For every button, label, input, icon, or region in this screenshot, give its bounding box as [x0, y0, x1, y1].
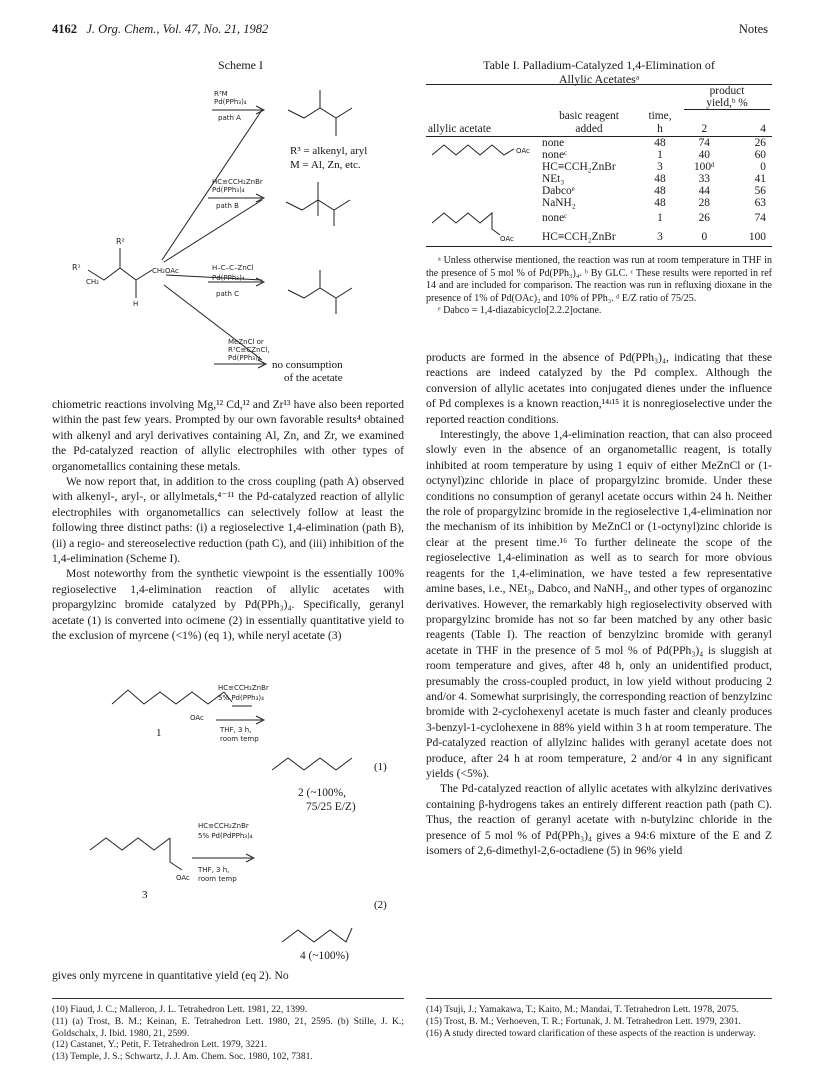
reference: (12) Castanet, Y.; Petit, F. Tetrahedron Lett. 1979, 3221. [52, 1039, 268, 1051]
reagent-cell: HC≡CCH₂ZnBr [542, 161, 616, 173]
right-paragraph-3: The Pd-catalyzed reaction of allylic acetates with alkylzinc derivatives containing β-hydrogens takes an entirely different reaction path (path C). Thus, the reaction of geranyl acetate with n-butylzinc chloride in the presence of 5 mol % of Pd(PPh₃)₄ gives a 94:6 mixture of the E and Z isomers of 2,6-dimethyl-2,6-octadiene (5) in 96% yield [426, 782, 772, 857]
eq1-product-ratio: 75/25 E/Z) [306, 801, 356, 813]
table-row [426, 137, 772, 150]
pathC-reagent2: Pd(PPh₃)₄ [212, 274, 245, 282]
reference: (13) Temple, J. S.; Schwartz, J. J. Am. Chem. Soc. 1980, 102, 7381. [52, 1051, 313, 1063]
journal-citation: J. Org. Chem., Vol. 47, No. 21, 1982 [86, 22, 269, 36]
time-cell: 48 [654, 197, 666, 209]
yield2-cell: 100ᵈ [693, 161, 715, 173]
yield2-cell: 40 [698, 149, 710, 161]
reagent-cell: NaNH₂ [542, 197, 576, 209]
eq2-reagent4: room temp [198, 875, 237, 883]
left-paragraph-4: gives only myrcene in quantitative yield (eq 2). No [52, 969, 289, 982]
header-reagent-1: basic reagent [559, 110, 619, 122]
page-number: 4162 [52, 22, 77, 36]
pathA-note2: M = Al, Zn, etc. [290, 159, 361, 171]
yield4-cell: 26 [754, 137, 766, 149]
yield4-cell: 74 [754, 212, 766, 225]
eq1-product-yield: 2 (~100%, [298, 787, 346, 799]
eq2-reagent3: THF, 3 h, [198, 866, 230, 874]
time-cell: 48 [654, 137, 666, 149]
header-col-4: 4 [760, 123, 766, 135]
start-r2: R² [116, 237, 125, 246]
reagent-cell: noneᶜ [542, 212, 568, 225]
reference: (16) A study directed toward clarification of these aspects of the reaction is underway. [426, 1027, 756, 1039]
left-column-text [52, 397, 404, 644]
start-h: H [133, 300, 139, 308]
equation-1 [52, 680, 404, 790]
eq1-reagent1: HC≡CCH₂ZnBr [218, 684, 269, 692]
left-column-continuation [52, 968, 404, 983]
right-paragraph-2: Interestingly, the above 1,4-elimination reaction, that can also proceed slowly even in the absence of an organometallic reagent, is totally inhibited at room temperature by using 1 equiv of either MeZnCl or (1-octynyl)zinc chloride in place of propargylzinc bromide. Under these conditions no consumption of geranyl acetate occurs within 24 h. Neither the role of propargylzinc bromide in the regioselective 1,4-elimination nor the mechanism of its inhibition by MeZnCl or (1-octynyl)zinc chloride is clear at the present time.¹⁶ To further delineate the scope of the regioselective 1,4-elimination as well as to search for more obvious reagents for the 1,4-elimination, we have tested a few representative amine bases, i.e., NEt₃, Dabco, and NaNH₂, and other types of organozinc derivatives. However, the remarkably high regioselectivity observed with propargylzinc bromide has not so far been matched by any other basic reagents (Table I). The reaction of benzylzinc bromide with geranyl acetate in THF in the presence of 5 mol % of Pd(PPh₃)₄ is sluggish at room temperature and gives, after 48 h, only an unidentified product, presumably the cross-coupled product, in low yield without producing 2 and/or 4. Somewhat surprisingly, the corresponding reaction of benzylzinc bromide with 2-cyclohexenyl acetate is much faster and cleanly produces 3-benzyl-1-cyclohexene in 88% yield within 3 h at room temperature. The Pd-catalyzed reaction of allylzinc halides with geranyl acetate does not produce, after 24 h at room temperature, 2 and/or 4 in any significant yields (<5%). [426, 428, 772, 780]
right-column-text [426, 350, 772, 858]
pathC-reagent1: H–C–C–ZnCl [212, 264, 254, 272]
header-time-1: time, [648, 110, 672, 122]
reagent-cell: none [542, 137, 565, 149]
pathC-label: path C [216, 290, 240, 298]
table-caption [426, 58, 772, 86]
pathD-reagent3: Pd(PPh₃)₄ [228, 354, 261, 362]
reference: (15) Trost, B. M.; Verhoeven, T. R.; Fortunak, J. M. Tetrahedron Lett. 1979, 2301. [426, 1015, 741, 1027]
yield2-cell: 74 [698, 137, 710, 149]
reference: (14) Tsuji, J.; Yamakawa, T.; Kaito, M.; Mandai, T. Tetrahedron Lett. 1978, 2075. [426, 1004, 739, 1015]
eq2-reagent2: 5% Pd(PdPPh₃)₄ [198, 832, 253, 840]
right-footnote-rule [426, 998, 772, 999]
reagent-cell: HC≡CCH₂ZnBr [542, 230, 616, 243]
scheme-title: Scheme I [218, 58, 263, 72]
table-1 [426, 84, 772, 318]
yield2-cell: 26 [698, 212, 710, 225]
time-cell: 3 [657, 161, 663, 173]
eq2-reagent1: HC≡CCH₂ZnBr [198, 822, 249, 830]
table-caption-line1: Table I. Palladium-Catalyzed 1,4-Elimination of [483, 58, 715, 72]
pathD-result1: no consumption [272, 359, 343, 371]
section-label: Notes [738, 22, 768, 36]
yield2-cell: 44 [698, 185, 710, 197]
pathA-reagent2: Pd(PPh₃)₄ [214, 98, 247, 106]
left-references [52, 1004, 404, 1063]
pathD-reagent2: R³C≡CZnCl, [228, 346, 270, 354]
left-paragraph-3: Most noteworthy from the synthetic viewpoint is the essentially 100% regioselective 1,4-elimination reaction of allylic acetates with propargylzinc bromide catalyzed by Pd(PPh₃)₄. Specifically, geranyl acetate (1) is converted into ocimene (2) in essentially quantitative yield to the exclusion of myrcene (<1%) (eq 1), while neryl acetate (3) [52, 567, 404, 643]
eq2-number: (2) [374, 899, 387, 911]
left-footnote-rule [52, 998, 404, 999]
eq1-product [298, 786, 356, 814]
reagent-cell: noneᶜ [542, 149, 568, 161]
time-cell: 1 [657, 212, 663, 225]
header-product: product [709, 85, 745, 97]
scheme-diagram [52, 70, 412, 400]
pathD-result2: of the acetate [284, 372, 343, 384]
header-allylic-acetate: allylic acetate [428, 123, 491, 135]
geranyl-acetate-structure [428, 139, 536, 169]
equation-2 [52, 818, 404, 948]
reference: (10) Fiaud, J. C.; Malleron, J. L. Tetrahedron Lett. 1981, 22, 1399. [52, 1004, 308, 1015]
yield2-cell: 33 [698, 173, 710, 185]
time-cell: 48 [654, 173, 666, 185]
yield4-cell: 41 [754, 173, 766, 185]
yield4-cell: 56 [754, 185, 766, 197]
pathB-reagent1: HC≡CCH₂ZnBr [212, 178, 263, 186]
pathA-reagent1: R³M [214, 90, 228, 98]
reference: (11) (a) Trost, B. M.; Keinan, E. Tetrahedron Lett. 1980, 21, 2595. (b) Stille, J. K.; Goldschalx, J. Ibid. 1980, 21, 2599. [52, 1015, 404, 1039]
left-paragraph-2: We now report that, in addition to the cross coupling (path A) observed with alkenyl-, aryl-, or allylmetals,⁴⁻¹¹ the Pd-catalyzed reaction of allylic electrophiles with organometallics can selectively follow at least the following three distinct paths: (i) a regioselective 1,4-elimination (path B), (ii) a regio- and stereoselective reduction (path C), and (iii) inhibition of the 1,4-elimination (Scheme I). [52, 475, 404, 566]
header-time-2: h [657, 123, 663, 135]
start-ch2: CH₂ [86, 278, 99, 286]
yield4-cell: 63 [754, 197, 766, 209]
eq2-compound-number: 3 [142, 889, 148, 901]
eq1-reagent2: 5% Pd(PPh₃)₄ [218, 694, 264, 702]
table-caption-line2: Allylic Acetatesᵃ [558, 72, 640, 86]
left-paragraph-1: chiometric reactions involving Mg,¹² Cd,¹² and Zr¹³ have also been reported within the past few years. Prompted by our own favorable results⁴ obtained with alkenyl and aryl derivatives containing Al, Zn, and Zr, we examined the Pd-catalyzed reaction of allylic electrophiles with other types of organometallics containing these metals. [52, 398, 404, 473]
right-paragraph-1: products are formed in the absence of Pd(PPh₃)₄, indicating that these reactions are indeed catalyzed by the Pd complex. Although the conversion of allylic acetates into conjugated dienes under the influence of Pd complexes is a known reaction,¹⁴ʴ¹⁵ it is nonregioselective under the reported reaction conditions. [426, 351, 772, 426]
table-oac-1: OAc [516, 147, 530, 155]
pathA-note1: R³ = alkenyl, aryl [290, 145, 368, 157]
yield4-cell: 60 [754, 149, 766, 161]
right-references [426, 1004, 772, 1039]
running-header [52, 22, 268, 37]
header-yield: yield,ᵇ % [684, 97, 770, 110]
start-oac: CH₂OAc [152, 267, 179, 275]
table-footnote-a: ᵃ Unless otherwise mentioned, the reaction was run at room temperature in THF in the presence of 5 mol % of Pd(PPh₃)₄. ᵇ By GLC. ᶜ These results were reported in ref 14 and are included for comparison. The reaction was run in refluxing dioxane in the presence of 1% of Pd(OAc)₂ and 10% of PPh₃. ᵈ E/Z ratio of 75/25. [426, 255, 772, 304]
yield4-cell: 100 [748, 230, 766, 243]
table-row [426, 209, 772, 227]
eq1-reagent3: THF, 3 h, [220, 726, 252, 734]
neryl-acetate-structure [428, 209, 536, 243]
pathA-label: path A [218, 114, 241, 122]
eq1-reagent4: room temp [220, 735, 259, 743]
table-footnote-e: ᵉ Dabco = 1,4-diazabicyclo[2.2.2]octane. [438, 305, 602, 317]
reagent-cell: Dabcoᵉ [542, 185, 575, 197]
eq1-number: (1) [374, 761, 387, 773]
start-r1: R¹ [72, 263, 81, 272]
header-reagent-2: added [575, 123, 603, 135]
time-cell: 1 [657, 149, 663, 161]
time-cell: 3 [657, 230, 663, 243]
yield2-cell: 0 [701, 230, 708, 243]
eq2-product: 4 (~100%) [300, 950, 349, 962]
time-cell: 48 [654, 185, 666, 197]
pathD-reagent1: MeZnCl or [228, 338, 264, 346]
reagent-cell: NEt₃ [542, 173, 565, 185]
pathB-label: path B [216, 202, 239, 210]
header-col-2: 2 [701, 123, 708, 135]
table-oac-2: OAc [500, 235, 514, 243]
eq1-oac: OAc [190, 714, 204, 722]
eq2-oac: OAc [176, 874, 190, 882]
pathB-reagent2: Pd(PPh₃)₄ [212, 186, 245, 194]
yield2-cell: 28 [698, 197, 710, 209]
yield4-cell: 0 [760, 161, 766, 173]
eq1-compound-number: 1 [156, 727, 162, 739]
